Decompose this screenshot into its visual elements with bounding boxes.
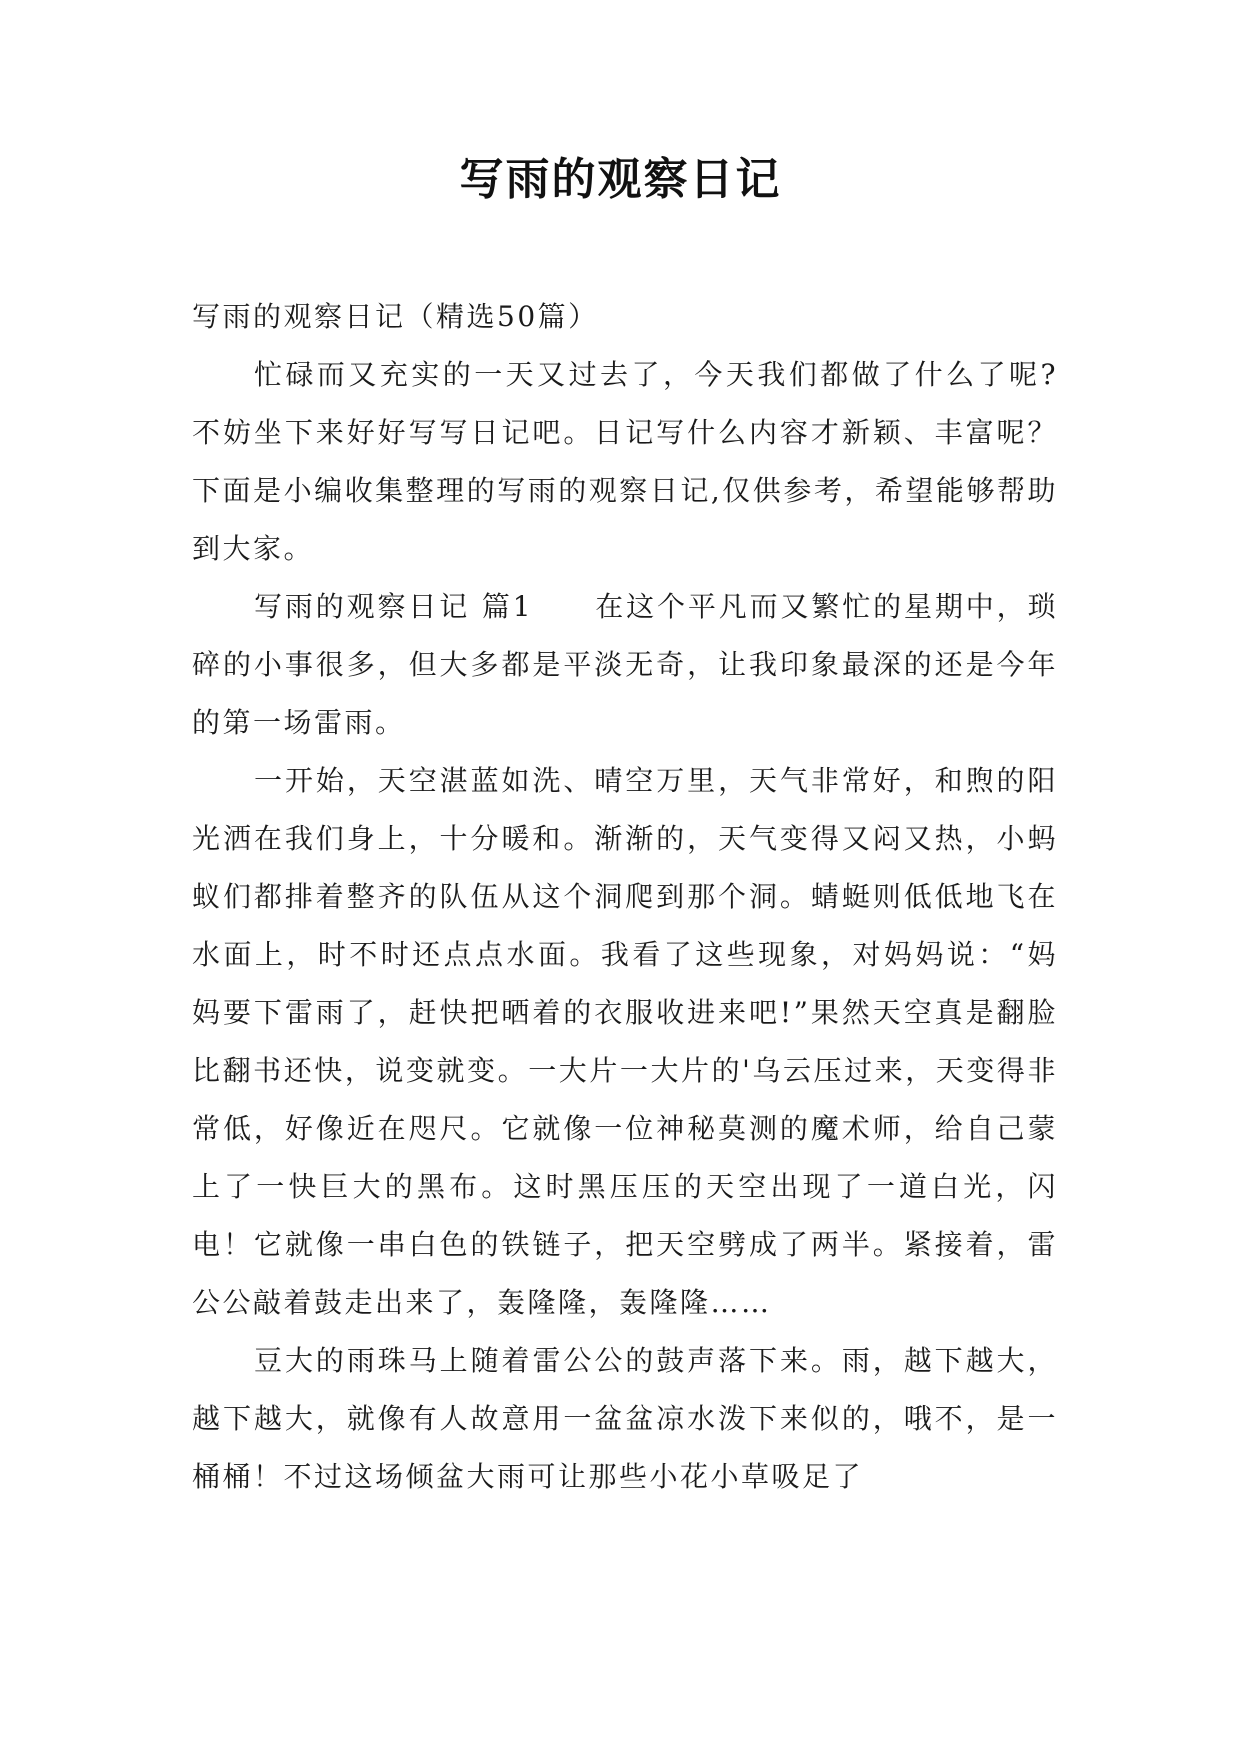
document-body: [192, 288, 1058, 1506]
paragraph-entry-1-heading: 写雨的观察日记 篇1 在这个平凡而又繁忙的星期中，琐碎的小事很多，但大多都是平淡无奇，让我印象最深的还是今年的第一场雷雨。: [192, 590, 1058, 739]
document-title: 写雨的观察日记: [459, 154, 782, 205]
paragraph-intro: 忙碌而又充实的一天又过去了，今天我们都做了什么了呢?不妨坐下来好好写写日记吧。日记写什么内容才新颖、丰富呢？下面是小编收集整理的写雨的观察日记,仅供参考，希望能够帮助到大家。: [192, 358, 1058, 565]
paragraph-entry-1-rain: 豆大的雨珠马上随着雷公公的鼓声落下来。雨，越下越大，越下越大，就像有人故意用一盆盆凉水泼下来似的，哦不，是一桶桶！不过这场倾盆大雨可让那些小花小草吸足了: [192, 1344, 1058, 1493]
document-subtitle: 写雨的观察日记（精选50篇）: [192, 300, 599, 333]
paragraph-entry-1-body: 一开始，天空湛蓝如洗、晴空万里，天气非常好，和煦的阳光洒在我们身上，十分暖和。渐渐的，天气变得又闷又热，小蚂蚁们都排着整齐的队伍从这个洞爬到那个洞。蜻蜓则低低地飞在水面上，时不时还点点水面。我看了这些现象，对妈妈说：“妈妈要下雷雨了，赶快把晒着的衣服收进来吧!”果然天空真是翻脸比翻书还快，说变就变。一大片一大片的'乌云压过来，天变得非常低，好像近在咫尺。它就像一位神秘莫测的魔术师，给自己蒙上了一快巨大的黑布。这时黑压压的天空出现了一道白光，闪电！它就像一串白色的铁链子，把天空劈成了两半。紧接着，雷公公敲着鼓走出来了，轰隆隆，轰隆隆……: [192, 764, 1058, 1319]
